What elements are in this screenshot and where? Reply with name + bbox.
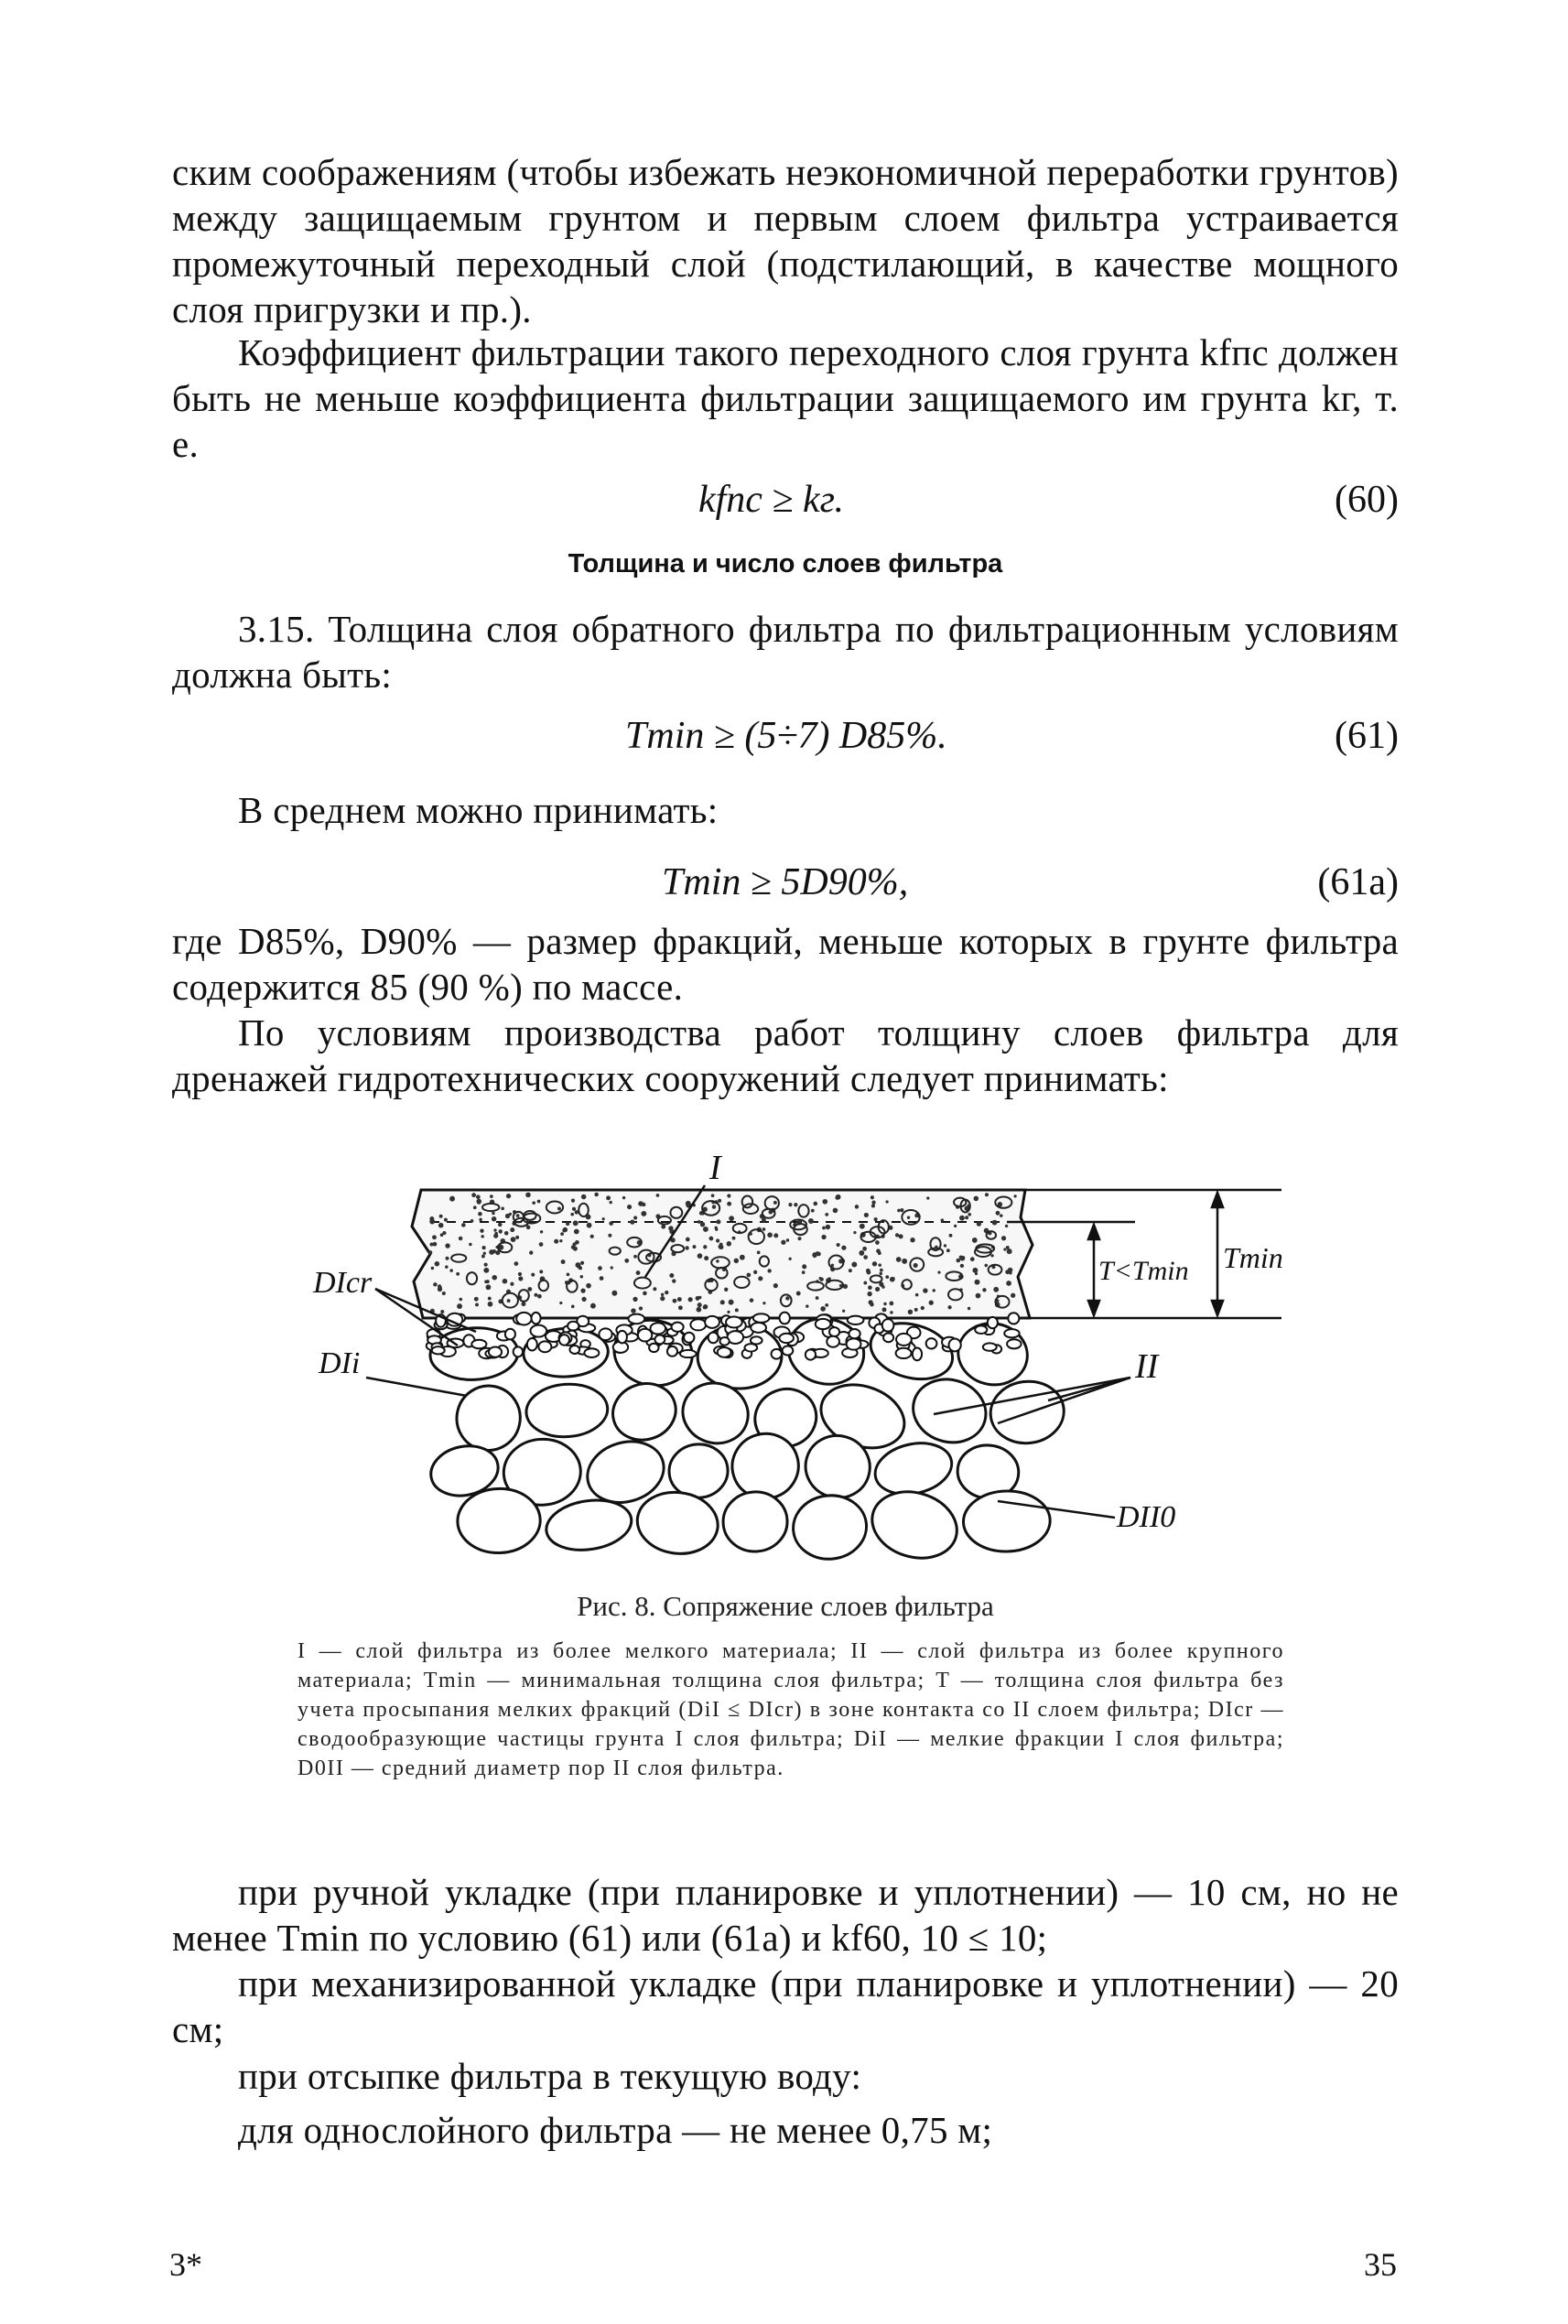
paragraph-text: при ручной укладке (при планировке и уплотнении) — 10 см, но не менее Tmin по условию (61) или (61а) и kf60, 10 ≤ 10; (172, 1871, 1399, 1959)
signature-mark: 3* (169, 2246, 202, 2283)
paragraph-text: По условиям производства работ толщину слоев фильтра для дренажей гидротехнических сооружений следует принимать: (172, 1011, 1399, 1099)
formula-60 (172, 478, 1399, 533)
label-Dcr: DIcr (313, 1266, 373, 1300)
paragraph-10 (172, 2107, 1399, 2153)
label-T: T<Tmin (1098, 1256, 1189, 1286)
paragraph-9 (172, 2053, 1399, 2099)
fine-layer-I (412, 1190, 1033, 1318)
formula-61 (172, 714, 1399, 769)
figure-caption: Рис. 8. Сопряжение слоев фильтра (577, 1590, 994, 1622)
formula-expression: kfпс ≥ kг. (698, 479, 844, 521)
paragraph-3 (172, 606, 1399, 697)
formula-expression: Tmin ≥ 5D90%, (662, 861, 909, 903)
paragraph-1 (172, 149, 1399, 332)
formula-expression: Tmin ≥ (5÷7) D85%. (625, 715, 947, 757)
label-I: I (709, 1149, 721, 1187)
section-heading: Толщина и число слоев фильтра (568, 549, 1003, 578)
paragraph-text: при механизированной укладке (при планировке и уплотнении) — 20 см; (172, 1962, 1399, 2050)
formula-61a (172, 860, 1399, 915)
paragraph-7 (172, 1869, 1399, 1961)
paragraph-5 (172, 918, 1399, 1010)
formula-number: (60) (1335, 479, 1399, 521)
label-II: II (1135, 1347, 1159, 1386)
formula-number: (61) (1335, 715, 1399, 757)
label-D0: DII0 (1117, 1500, 1176, 1534)
label-Di: DIi (319, 1346, 361, 1380)
page-number: 35 (1364, 2246, 1397, 2283)
paragraph-text: для однослойного фильтра — не менее 0,75 м; (238, 2109, 993, 2151)
figure-legend: I — слой фильтра из более мелкого материала; II — слой фильтра из более крупного материала; Tmin — минимальная толщина слоя фильтра; T — толщина слоя фильтра без учета просыпания мелких фракций (DiI ≤ DIcr) в зоне контакта со II слоем фильтра; DIcr — сводообразующие частицы грунта I слоя фильтра; DiI — мелкие фракции I слоя фильтра; D0II — средний диаметр пор II слоя фильтра. (297, 1639, 1284, 1780)
paragraph-text: ским соображениям (чтобы избежать неэкономичной переработки грунтов) между защищаемым грунтом и первым слоем фильтра устраивается промежуточный переходный слой (подстилающий, в качестве мощного слоя пригрузки и пр.). (172, 151, 1399, 330)
paragraph-4 (172, 787, 1399, 833)
paragraph-2 (172, 330, 1399, 467)
coarse-layer-II (427, 1311, 1067, 1569)
paragraph-6 (172, 1010, 1399, 1101)
filter-layers-figure (0, 1135, 1568, 1629)
formula-number: (61а) (1317, 861, 1399, 903)
paragraph-text: В среднем можно принимать: (238, 789, 719, 831)
label-Tmin: Tmin (1223, 1241, 1283, 1274)
paragraph-text: при отсыпке фильтра в текущую воду: (238, 2055, 862, 2097)
paragraph-text: 3.15. Толщина слоя обратного фильтра по фильтрационным условиям должна быть: (172, 608, 1399, 696)
paragraph-text: Коэффициент фильтрации такого переходного слоя грунта kfпс должен быть не меньше коэффициента фильтрации защищаемого им грунта kг, т. е. (172, 331, 1399, 465)
paragraph-text: где D85%, D90% — размер фракций, меньше которых в грунте фильтра содержится 85 (90 %) по массе. (172, 920, 1399, 1008)
paragraph-8 (172, 1961, 1399, 2052)
